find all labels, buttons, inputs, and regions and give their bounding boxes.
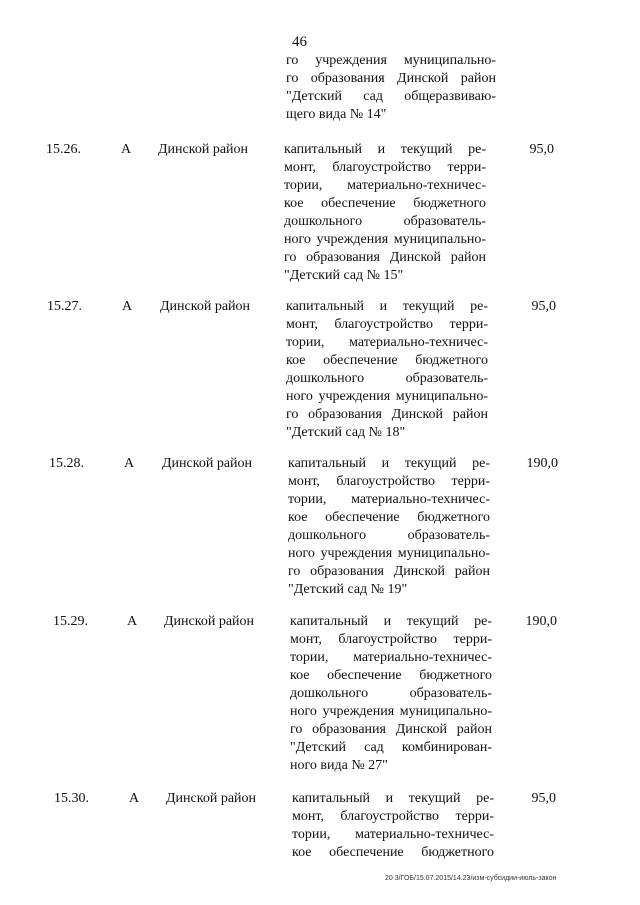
- description-line: кое обеспечение бюджетного: [284, 196, 486, 211]
- description-line: тории, материально-техничес-: [290, 650, 492, 665]
- row-region: Динской район: [158, 142, 249, 157]
- row-description: [292, 790, 494, 862]
- row-amount: 95,0: [529, 142, 554, 157]
- description-line: ного вида № 27": [290, 758, 388, 773]
- row-description: [288, 455, 490, 599]
- description-line: "Детский сад № 18": [286, 425, 406, 440]
- description-line: капитальный и текущий ре-: [292, 791, 494, 806]
- row-number: 15.26.: [46, 142, 81, 157]
- description-line: кое обеспечение бюджетного: [292, 845, 494, 860]
- description-line: го образования Динской район: [288, 564, 490, 579]
- description-line: "Детский сад комбинирован-: [290, 740, 492, 755]
- description-line: "Детский сад № 15": [284, 268, 404, 283]
- description-line: капитальный и текущий ре-: [286, 299, 488, 314]
- description-line: дошкольного образователь-: [286, 371, 488, 386]
- description-line: дошкольного образователь-: [284, 214, 486, 229]
- continuation-block: [286, 52, 496, 124]
- description-line: дошкольного образователь-: [290, 686, 492, 701]
- description-line: ного учреждения муниципально-: [290, 704, 492, 719]
- page-number: 46: [292, 34, 307, 50]
- continuation-line: щего вида № 14": [286, 107, 387, 122]
- row-amount: 95,0: [531, 299, 556, 314]
- row-region: Динской район: [166, 791, 257, 806]
- description-line: тории, материально-техничес-: [286, 335, 488, 350]
- description-line: монт, благоустройство терри-: [288, 474, 490, 489]
- row-description: [284, 141, 486, 285]
- description-line: "Детский сад № 19": [288, 582, 408, 597]
- description-line: го образования Динской район: [290, 722, 492, 737]
- description-line: тории, материально-техничес-: [284, 178, 486, 193]
- description-line: кое обеспечение бюджетного: [286, 353, 488, 368]
- description-line: монт, благоустройство терри-: [292, 809, 494, 824]
- row-region: Динской район: [164, 614, 255, 629]
- description-line: капитальный и текущий ре-: [288, 456, 490, 471]
- description-line: капитальный и текущий ре-: [290, 614, 492, 629]
- continuation-line: го образования Динской район: [286, 71, 496, 86]
- description-line: дошкольного образователь-: [288, 528, 490, 543]
- row-amount: 190,0: [526, 456, 558, 471]
- row-letter: А: [121, 142, 132, 157]
- row-number: 15.29.: [53, 614, 88, 629]
- description-line: капитальный и текущий ре-: [284, 142, 486, 157]
- description-line: кое обеспечение бюджетного: [290, 668, 492, 683]
- description-line: ного учреждения муниципально-: [288, 546, 490, 561]
- row-amount: 95,0: [531, 791, 556, 806]
- description-line: кое обеспечение бюджетного: [288, 510, 490, 525]
- footer-file-path: 20 3/ГОБ/15.07.2015/14.23/изм-субсидии-июль-закон: [385, 875, 557, 882]
- row-number: 15.27.: [47, 299, 82, 314]
- description-line: тории, материально-техничес-: [288, 492, 490, 507]
- row-amount: 190,0: [525, 614, 557, 629]
- description-line: го образования Динской район: [284, 250, 486, 265]
- row-number: 15.28.: [49, 456, 84, 471]
- row-letter: А: [129, 791, 140, 806]
- description-line: монт, благоустройство терри-: [284, 160, 486, 175]
- row-region: Динской район: [160, 299, 251, 314]
- row-region: Динской район: [162, 456, 253, 471]
- row-letter: А: [122, 299, 133, 314]
- description-line: монт, благоустройство терри-: [290, 632, 492, 647]
- row-letter: А: [127, 614, 138, 629]
- description-line: ного учреждения муниципально-: [284, 232, 486, 247]
- description-line: монт, благоустройство терри-: [286, 317, 488, 332]
- row-number: 15.30.: [54, 791, 89, 806]
- row-description: [290, 613, 492, 775]
- continuation-line: го учреждения муниципально-: [286, 53, 496, 68]
- row-letter: А: [124, 456, 135, 471]
- description-line: го образования Динской район: [286, 407, 488, 422]
- continuation-line: "Детский сад общеразвиваю-: [286, 89, 496, 104]
- row-description: [286, 298, 488, 442]
- description-line: тории, материально-техничес-: [292, 827, 494, 842]
- description-line: ного учреждения муниципально-: [286, 389, 488, 404]
